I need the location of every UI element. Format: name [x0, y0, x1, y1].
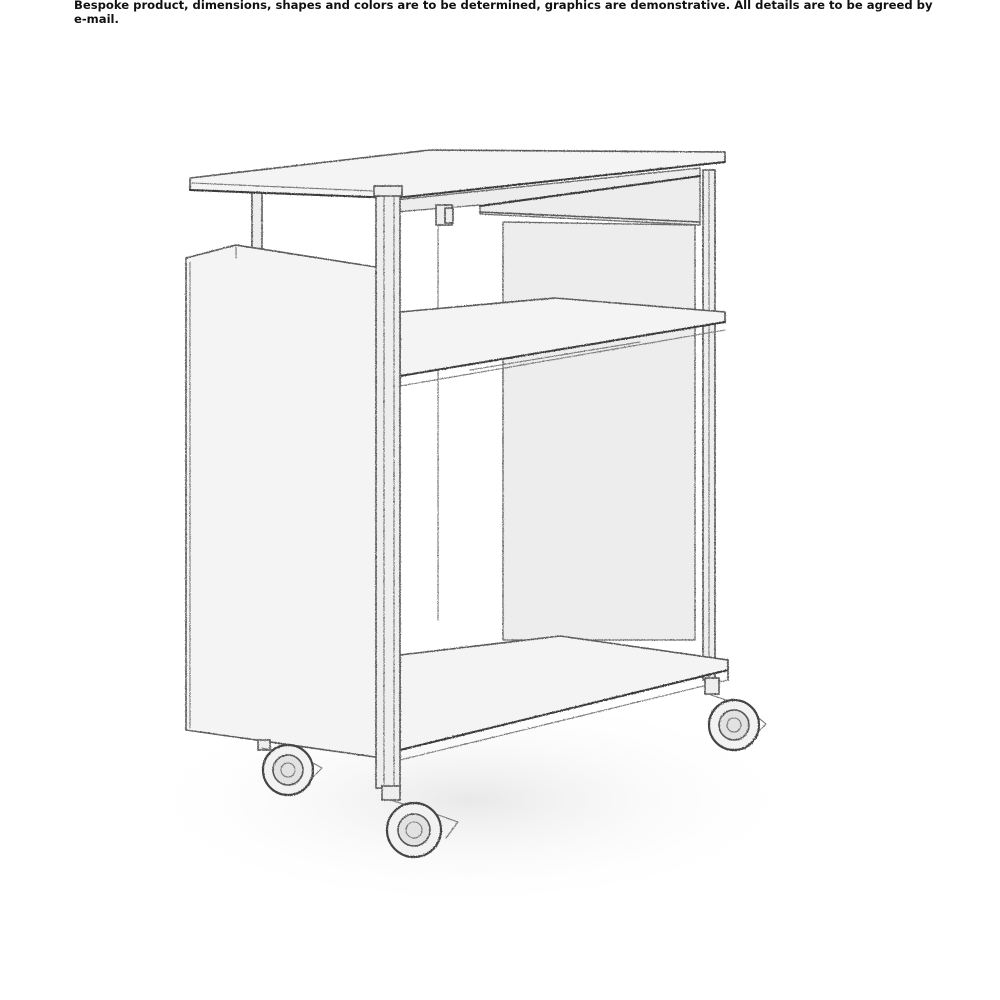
front-left-leg	[376, 188, 400, 788]
rear-caster-stem	[705, 678, 719, 694]
cart-body	[186, 150, 728, 800]
back-panel	[503, 222, 695, 640]
front-caster-stem	[382, 786, 400, 800]
left-side-panel	[186, 245, 382, 758]
disclaimer-text: Bespoke product, dimensions, shapes and colors are to be determined, graphics are demonstrative. All details are to be agreed by e-mail.	[74, 0, 933, 26]
